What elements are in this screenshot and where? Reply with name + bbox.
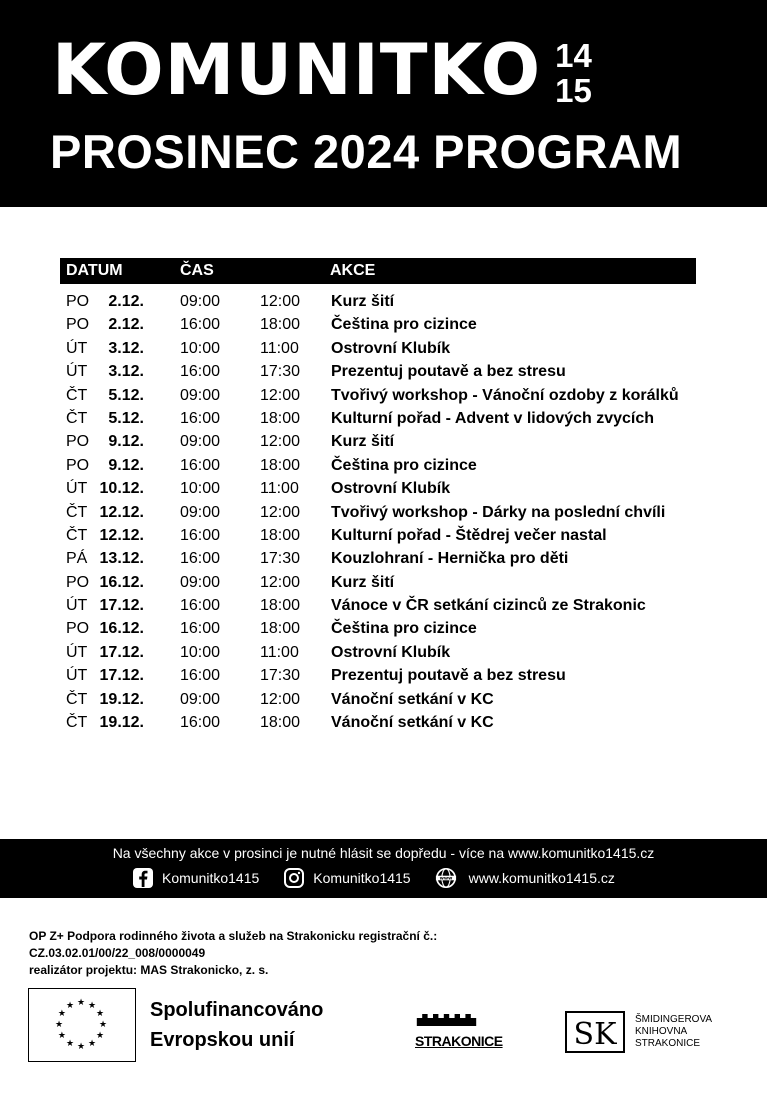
cell-end-time: 11:00 <box>260 480 299 498</box>
cell-date: 3.12. <box>108 363 144 381</box>
eu-star-icon: ★ <box>76 998 86 1008</box>
project-info <box>29 928 437 979</box>
cell-day: PO <box>66 620 90 638</box>
eu-star-icon: ★ <box>54 1020 64 1030</box>
cell-day: ÚT <box>66 667 88 685</box>
castle-icon <box>415 1012 509 1026</box>
logo-number <box>555 38 592 108</box>
cell-end-time: 11:00 <box>260 339 299 357</box>
svg-text:www: www <box>439 876 452 882</box>
registration-note: Na všechny akce v prosinci je nutné hlásit se dopředu - více na www.komunitko1415.cz <box>112 845 655 861</box>
cell-day: ČT <box>66 526 88 544</box>
cell-date: 17.12. <box>99 597 144 615</box>
www-icon[interactable] <box>435 867 457 889</box>
cell-end-time: 12:00 <box>260 433 301 451</box>
table-row <box>0 502 767 525</box>
cell-action: Čeština pro cizince <box>331 620 477 638</box>
cell-end-time: 18:00 <box>260 316 301 334</box>
cell-start-time: 16:00 <box>180 363 221 381</box>
cell-day: ČT <box>66 409 88 427</box>
cell-day: ČT <box>66 386 88 404</box>
cell-start-time: 16:00 <box>180 550 221 568</box>
cell-end-time: 18:00 <box>260 409 301 427</box>
cell-end-time: 12:00 <box>260 503 301 521</box>
table-row <box>0 291 767 314</box>
cell-day: PO <box>66 293 90 310</box>
cell-end-time: 18:00 <box>260 597 301 615</box>
library-line-3: STRAKONICE <box>635 1038 701 1049</box>
table-row <box>0 712 767 735</box>
cell-action: Prezentuj poutavě a bez stresu <box>331 363 566 381</box>
cell-end-time: 18:00 <box>260 714 301 732</box>
cell-action: Ostrovní Klubík <box>331 643 451 661</box>
strakonice-logo <box>415 1012 513 1049</box>
page-title: PROSINEC 2024 PROGRAM <box>50 125 683 178</box>
cell-date: 13.12. <box>99 550 144 568</box>
table-row <box>0 689 767 712</box>
cell-start-time: 16:00 <box>180 526 221 544</box>
cell-day: ČT <box>66 714 88 732</box>
cell-end-time: 18:00 <box>260 456 301 474</box>
social-links <box>132 867 639 889</box>
cell-action: Vánoce v ČR setkání cizinců ze Strakonic <box>331 597 646 615</box>
eu-star-icon: ★ <box>87 1000 97 1011</box>
cell-end-time: 18:00 <box>260 620 301 638</box>
cell-day: PO <box>66 433 90 451</box>
eu-star-icon: ★ <box>76 1042 86 1052</box>
cell-action: Tvořivý workshop - Dárky na poslední chvíli <box>331 503 666 521</box>
cell-action: Kurz šití <box>331 433 395 451</box>
eu-star-icon: ★ <box>57 1009 66 1019</box>
project-line-2: CZ.03.02.01/00/22_008/0000049 <box>29 946 206 960</box>
table-row <box>0 314 767 337</box>
cell-day: PO <box>66 456 90 474</box>
cell-date: 16.12. <box>99 620 144 638</box>
cell-end-time: 12:00 <box>260 690 301 708</box>
cell-day: PÁ <box>66 550 88 568</box>
cell-action: Kurz šití <box>331 293 395 310</box>
cell-start-time: 16:00 <box>180 597 221 615</box>
cell-start-time: 16:00 <box>180 714 221 732</box>
cell-start-time: 09:00 <box>180 690 221 708</box>
logo-text: KOMUNITKO <box>52 29 542 111</box>
cell-start-time: 09:00 <box>180 433 221 451</box>
strakonice-text: STRAKONICE <box>415 1033 503 1049</box>
table-row <box>0 572 767 595</box>
cell-day: ÚT <box>66 480 88 498</box>
cell-start-time: 16:00 <box>180 316 221 334</box>
cell-date: 3.12. <box>108 339 144 357</box>
cell-date: 19.12. <box>99 714 144 732</box>
cell-date: 17.12. <box>99 667 144 685</box>
table-row <box>0 548 767 571</box>
cell-date: 19.12. <box>99 690 144 708</box>
cell-action: Ostrovní Klubík <box>331 339 451 357</box>
program-table <box>0 291 767 735</box>
cell-end-time: 17:30 <box>260 550 301 568</box>
cell-date: 2.12. <box>108 316 144 334</box>
cell-date: 16.12. <box>99 573 144 591</box>
table-row <box>0 665 767 688</box>
website-link[interactable]: www.komunitko1415.cz <box>468 870 615 886</box>
instagram-icon[interactable] <box>283 867 305 889</box>
table-header <box>60 258 696 284</box>
cell-action: Kouzlohraní - Hernička pro děti <box>331 550 569 568</box>
cell-action: Kurz šití <box>331 573 395 591</box>
eu-flag-icon <box>28 988 136 1062</box>
cell-end-time: 12:00 <box>260 293 301 310</box>
header-cas: ČAS <box>180 262 214 279</box>
cell-action: Kulturní pořad - Advent v lidových zvycích <box>331 409 655 427</box>
table-row <box>0 431 767 454</box>
table-row <box>0 595 767 618</box>
eu-star-icon: ★ <box>87 1039 97 1050</box>
cell-day: ČT <box>66 690 88 708</box>
cell-day: PO <box>66 316 90 334</box>
cell-action: Ostrovní Klubík <box>331 480 451 498</box>
cell-start-time: 16:00 <box>180 620 221 638</box>
cell-date: 12.12. <box>99 503 144 521</box>
cell-day: ÚT <box>66 339 88 357</box>
library-logo <box>565 1011 712 1053</box>
cell-date: 9.12. <box>108 456 144 474</box>
table-row <box>0 618 767 641</box>
table-row <box>0 385 767 408</box>
eu-star-icon: ★ <box>65 1039 75 1050</box>
cell-action: Čeština pro cizince <box>331 456 477 474</box>
cell-day: ÚT <box>66 363 88 381</box>
facebook-link[interactable]: Komunitko1415 <box>162 870 260 886</box>
cell-day: ÚT <box>66 597 88 615</box>
cell-date: 2.12. <box>108 293 144 310</box>
cell-action: Vánoční setkání v KC <box>331 690 494 708</box>
cell-start-time: 09:00 <box>180 503 221 521</box>
project-line-1: OP Z+ Podpora rodinného života a služeb na Strakonicku registrační č.: <box>29 929 438 943</box>
eu-star-icon: ★ <box>57 1031 66 1041</box>
cell-day: ČT <box>66 503 88 521</box>
cell-date: 10.12. <box>99 480 144 498</box>
instagram-link[interactable]: Komunitko1415 <box>313 870 411 886</box>
library-abbr: SK <box>573 1017 617 1051</box>
cell-action: Vánoční setkání v KC <box>331 714 494 732</box>
cell-action: Tvořivý workshop - Vánoční ozdoby z korálků <box>331 386 679 404</box>
cell-action: Kulturní pořad - Štědrej večer nastal <box>331 526 607 544</box>
cell-start-time: 16:00 <box>180 667 221 685</box>
cell-day: ÚT <box>66 643 88 661</box>
library-line-2: KNIHOVNA <box>635 1026 688 1037</box>
cell-end-time: 17:30 <box>260 667 301 685</box>
eu-star-icon: ★ <box>96 1031 105 1041</box>
cell-date: 5.12. <box>108 409 144 427</box>
table-row <box>0 525 767 548</box>
cell-start-time: 16:00 <box>180 456 221 474</box>
eu-star-icon: ★ <box>96 1009 105 1019</box>
table-row <box>0 478 767 501</box>
eu-text-line-1: Spolufinancováno <box>150 999 324 1021</box>
cell-end-time: 18:00 <box>260 526 301 544</box>
eu-text-line-2: Evropskou unií <box>150 1029 295 1051</box>
cell-end-time: 12:00 <box>260 573 301 591</box>
table-row <box>0 361 767 384</box>
facebook-icon[interactable] <box>132 867 154 889</box>
cell-date: 12.12. <box>99 526 144 544</box>
cell-start-time: 09:00 <box>180 573 221 591</box>
cell-end-time: 17:30 <box>260 363 301 381</box>
header-akce: AKCE <box>330 262 376 279</box>
header-datum: DATUM <box>66 262 123 279</box>
table-row <box>0 338 767 361</box>
cell-action: Prezentuj poutavě a bez stresu <box>331 667 566 685</box>
logo-number-top: 14 <box>555 37 592 74</box>
header-banner <box>0 0 767 207</box>
cell-start-time: 16:00 <box>180 409 221 427</box>
cell-start-time: 10:00 <box>180 480 221 498</box>
cell-start-time: 10:00 <box>180 643 221 661</box>
cell-date: 9.12. <box>108 433 144 451</box>
logo-number-bottom: 15 <box>555 72 592 109</box>
library-name <box>635 1014 712 1050</box>
eu-cofinanced-text <box>150 995 323 1055</box>
cell-end-time: 12:00 <box>260 386 301 404</box>
eu-star-icon: ★ <box>98 1020 108 1030</box>
table-row <box>0 408 767 431</box>
cell-day: PO <box>66 573 90 591</box>
table-row <box>0 642 767 665</box>
cell-start-time: 10:00 <box>180 339 221 357</box>
cell-date: 5.12. <box>108 386 144 404</box>
cell-start-time: 09:00 <box>180 293 221 310</box>
eu-star-icon: ★ <box>65 1000 75 1011</box>
komunitko-logo <box>52 30 592 110</box>
library-sk-icon <box>565 1011 625 1053</box>
footer-banner <box>0 839 767 898</box>
table-row <box>0 455 767 478</box>
cell-action: Čeština pro cizince <box>331 316 477 334</box>
project-line-3: realizátor projektu: MAS Strakonicko, z. s. <box>29 963 269 977</box>
cell-end-time: 11:00 <box>260 643 299 661</box>
cell-date: 17.12. <box>99 643 144 661</box>
library-line-1: ŠMIDINGEROVA <box>635 1014 713 1025</box>
cell-start-time: 09:00 <box>180 386 221 404</box>
